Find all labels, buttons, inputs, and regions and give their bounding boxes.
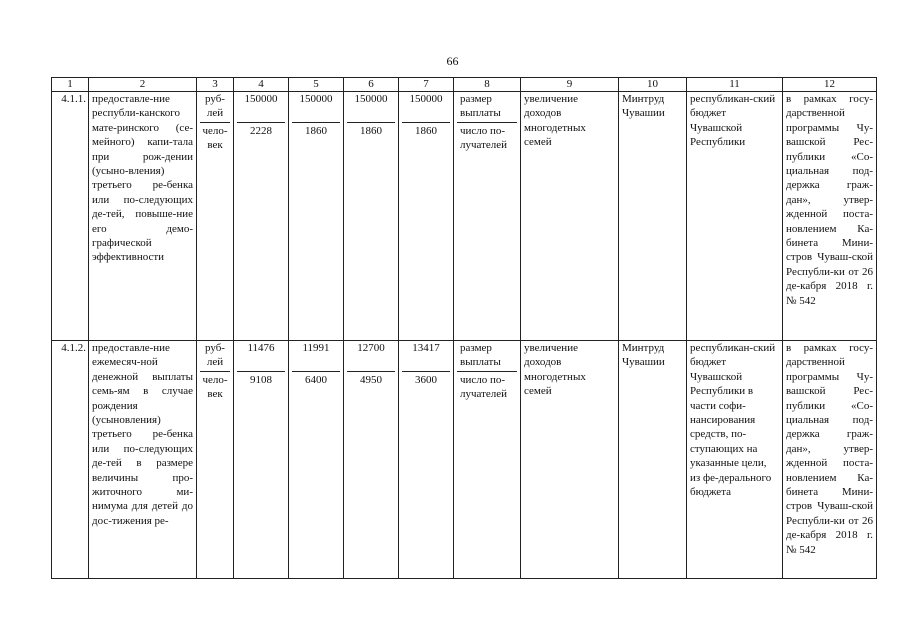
col-header-11: 11 [687, 78, 783, 92]
table-row [52, 341, 877, 579]
col-header-8: 8 [454, 78, 521, 92]
value-count: 9108 [250, 374, 272, 386]
expected-result: увеличение доходов многодетных семей [521, 341, 619, 579]
value-cell [344, 341, 399, 579]
unit-cell [197, 92, 234, 341]
value-cell [289, 92, 344, 341]
col-header-3: 3 [197, 78, 234, 92]
col-header-10: 10 [619, 78, 687, 92]
value-amount: 150000 [347, 92, 395, 123]
measures-table [51, 77, 877, 579]
value-count: 1860 [360, 125, 382, 137]
indicator-recipients: число по-лучателей [460, 374, 508, 401]
value-cell [234, 341, 289, 579]
value-amount: 11476 [237, 341, 285, 372]
legal-basis: в рамках госу-дарственной программы Чу-вашской Рес-публики «Со-циальная под-держка граж-дан», утвер-жденной поста-новлением Ка-бинета Мини-стров Чуваш-ской Республи-ки от 26 де-кабря 2018 г. № 542 [783, 341, 877, 579]
value-count: 4950 [360, 374, 382, 386]
col-header-7: 7 [399, 78, 454, 92]
expected-result: увеличение доходов многодетных семей [521, 92, 619, 341]
column-number-row [52, 78, 877, 92]
unit-rubles: руб-лей [200, 341, 230, 372]
value-cell [289, 341, 344, 579]
unit-cell [197, 341, 234, 579]
unit-persons: чело-век [202, 125, 228, 152]
executor: Минтруд Чувашии [619, 341, 687, 579]
indicator-payment-size: размер выплаты [457, 92, 517, 123]
col-header-12: 12 [783, 78, 877, 92]
value-amount: 150000 [292, 92, 340, 123]
row-number: 4.1.2. [52, 341, 89, 579]
value-count: 6400 [305, 374, 327, 386]
unit-persons: чело-век [202, 374, 228, 401]
measure-name: предоставле-ние республи-канского мате-ринского (се-мейного) капи-тала при рож-дении (усыно-вления) третьего ре-бенка или по-следующих де-тей, повыше-ние его демо-графической эффективности [89, 92, 197, 341]
value-amount: 13417 [402, 341, 450, 372]
col-header-1: 1 [52, 78, 89, 92]
col-header-9: 9 [521, 78, 619, 92]
value-cell [399, 341, 454, 579]
measure-name: предоставле-ние ежемесяч-ной денежной выплаты семь-ям в случае рождения (усыновления) третьего ре-бенка или по-следующих де-тей в размере величины про-житочного ми-нимума для детей до дос-тижения ре- [89, 341, 197, 579]
value-amount: 150000 [402, 92, 450, 123]
legal-basis: в рамках госу-дарственной программы Чу-вашской Рес-публики «Со-циальная под-держка граж-дан», утвер-жденной поста-новлением Ка-бинета Мини-стров Чуваш-ской Республи-ки от 26 де-кабря 2018 г. № 542 [783, 92, 877, 341]
value-count: 1860 [305, 125, 327, 137]
value-cell [234, 92, 289, 341]
value-count: 3600 [415, 374, 437, 386]
value-cell [344, 92, 399, 341]
value-amount: 150000 [237, 92, 285, 123]
value-amount: 11991 [292, 341, 340, 372]
executor: Минтруд Чувашии [619, 92, 687, 341]
indicator-payment-size: размер выплаты [457, 341, 517, 372]
table-row [52, 92, 877, 341]
row-number: 4.1.1. [52, 92, 89, 341]
col-header-5: 5 [289, 78, 344, 92]
value-amount: 12700 [347, 341, 395, 372]
unit-rubles: руб-лей [200, 92, 230, 123]
value-count: 2228 [250, 125, 272, 137]
funding-source: республикан-ский бюджет Чувашской Республики [687, 92, 783, 341]
col-header-2: 2 [89, 78, 197, 92]
col-header-6: 6 [344, 78, 399, 92]
indicator-cell [454, 92, 521, 341]
page-number: 66 [446, 54, 459, 68]
value-cell [399, 92, 454, 341]
indicator-cell [454, 341, 521, 579]
col-header-4: 4 [234, 78, 289, 92]
funding-source: республикан-ский бюджет Чувашской Республики в части софи-нансирования средств, по-ступающих на указанные цели, из фе-дерального бюджета [687, 341, 783, 579]
indicator-recipients: число по-лучателей [460, 125, 508, 152]
value-count: 1860 [415, 125, 437, 137]
